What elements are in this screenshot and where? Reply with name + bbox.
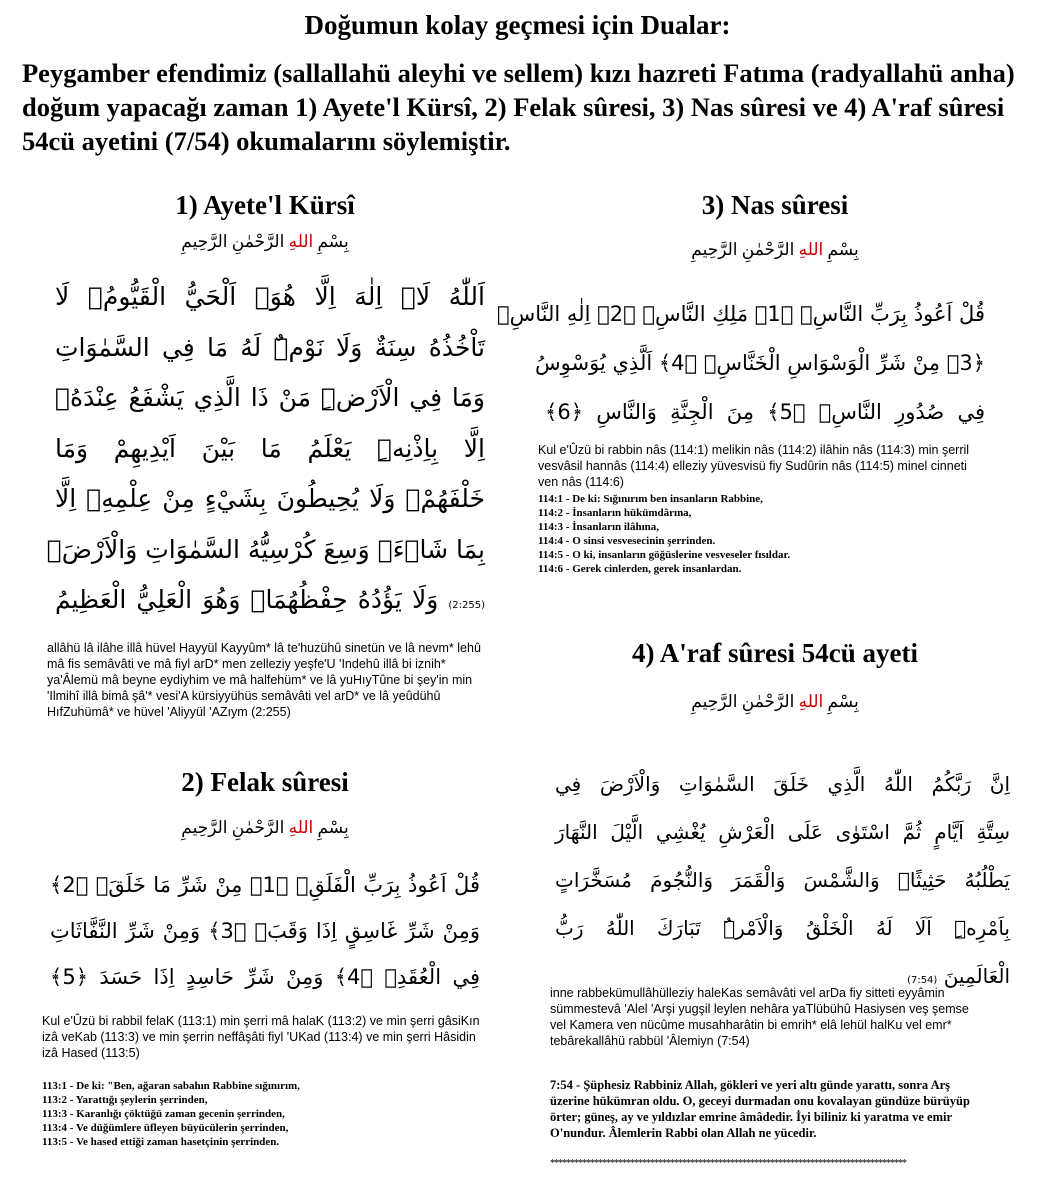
meaning-line: 114:2 - İnsanların hükümdârına,: [538, 507, 692, 519]
verse-reference: (7:54): [907, 975, 938, 986]
arabic-line: قُلْ اَعُوذُ بِرَبِّ الْفَلَقِۙ ﴿1﴾ مِنْ شَرِّ مَا خَلَقَۙ ﴿2﴾: [50, 873, 480, 897]
arabic-line: الْعَالَمِينَ (7:54): [907, 964, 1010, 988]
meaning-line: 113:1 - De ki: "Ben, ağaran sabahın Rabbine sığınırım,: [42, 1080, 300, 1092]
meaning-line: 113:4 - Ve düğümlere üfleyen büyücülerin şerrinden,: [42, 1122, 289, 1134]
section-title-felak: 2) Felak sûresi: [181, 767, 349, 797]
transliteration-nas: Kul e'Ûzü bi rabbin nâs (114:1) melikin nâs (114:2) ilâhin nâs (114:3) min şerril vesvâsil hannâs (114:4) elleziy yüvesvisü fiy Sudûrin nâs (114:5) minel cinneti ven nâs (114:6): [538, 443, 970, 489]
arabic-line: يَطْلُبُهُ حَثِيثًاۙ وَالشَّمْسَ وَالْقَمَرَ وَالنُّجُومَ مُسَخَّرَاتٍ: [555, 868, 1010, 892]
arabic-line: فِي الْعُقَدِۙ ﴿4﴾ وَمِنْ شَرِّ حَاسِدٍ اِذَا حَسَدَ ﴿5﴾: [50, 965, 480, 989]
transliteration-kursi: allâhü lâ ilâhe illâ hüvel Hayyül Kayyûm* lâ te'huzühû sinetün ve lâ nevm* lehû mâ fis semâvâti ve mâ fiyl arD* men zelleziy yeşfe'U 'Indehû illâ bi iznih* ya'Âlemü mâ beyne eydiyhim ve mâ halfehüm* ve lâ yuHıyTûne bi şey'in min 'Ilmihî illâ bimâ şâ'* vesi'A kürsiyyühüs semâvâti vel arD* ve lâ yeûdühû HıfZuhümâ* ve hüvel 'Aliyyül 'AZıym (2:255): [47, 641, 481, 719]
meaning-araf: 7:54 - Şüphesiz Rabbiniz Allah, gökleri ve yeri altı günde yarattı, sonra Arş üzerine hükümran oldu. O, geceyi durmadan onu kovalayan gündüze bürüyüp örter; güneş, ay ve yıldızlar emrine âmâdedir. İyi biliniz ki yaratma ve emir O'nundur. Âlemlerin Rabbi olan Allah ne yücedir.: [550, 1078, 970, 1140]
meanings-nas: [538, 492, 978, 576]
meaning-line: 114:6 - Gerek cinlerden, gerek insanlardan.: [538, 563, 742, 575]
verse-reference: (2:255): [448, 600, 485, 611]
meaning-line: 114:5 - O ki, insanların göğüslerine vesveseler fısıldar.: [538, 549, 791, 561]
basmala-araf: بِسْمِ اللهِ الرَّحْمٰنِ الرَّحِيمِ: [691, 692, 859, 711]
page-title: Doğumun kolay geçmesi için Dualar:: [304, 10, 731, 40]
arabic-line: بِمَا شَاۤءَۚ وَسِعَ كُرْسِيُّهُ السَّمٰوَاتِ وَالْاَرْضَۚ: [46, 534, 485, 564]
meanings-felak: [42, 1079, 482, 1149]
basmala-felak: بِسْمِ اللهِ الرَّحْمٰنِ الرَّحِيمِ: [181, 818, 349, 837]
section-title-nas: 3) Nas sûresi: [701, 190, 849, 220]
arabic-line: وَمِنْ شَرِّ غَاسِقٍ اِذَا وَقَبَۙ ﴿3﴾ وَمِنْ شَرِّ النَّفَّاثَاتِ: [50, 919, 480, 943]
highlighted-word: اللهِ: [798, 692, 824, 711]
separator-stars: *****************************************************************************************: [550, 1158, 906, 1169]
arabic-line: سِتَّةِ اَيَّامٍ ثُمَّ اسْتَوٰى عَلَى الْعَرْشِ يُغْشِي الَّيْلَ النَّهَارَ: [555, 820, 1010, 844]
arabic-line: بِاَمْرِهِۜ اَلَا لَهُ الْخَلْقُ وَالْاَمْرُۜ تَبَارَكَ اللّٰهُ رَبُّ: [555, 916, 1010, 940]
highlighted-word: اللهِ: [288, 232, 314, 251]
arabic-line: (2:255) وَلَا يَؤُدُهُ حِفْظُهُمَاۚ وَهُوَ الْعَلِيُّ الْعَظِيمُ: [55, 585, 485, 614]
arabic-text-felak: [50, 862, 480, 1000]
arabic-text-kursi: [46, 272, 485, 632]
basmala-kursi: بِسْمِ اللهِ الرَّحْمٰنِ الرَّحِيمِ: [181, 232, 349, 251]
meaning-line: 113:3 - Karanlığı çöktüğü zaman gecenin şerrinden,: [42, 1108, 285, 1120]
arabic-line: ﴿3﴾ مِنْ شَرِّ الْوَسْوَاسِ الْخَنَّاسِۙ ﴿4﴾ اَلَّذِي يُوَسْوِسُ: [535, 351, 985, 375]
meaning-line: 114:3 - İnsanların ilâhına,: [538, 521, 660, 533]
arabic-line: فِي صُدُورِ النَّاسِۙ ﴿5﴾ مِنَ الْجِنَّةِ وَالنَّاسِ ﴿6﴾: [545, 400, 985, 424]
transliteration-araf: inne rabbekümullâhülleziy haleKas semâvâti vel arDa fiy sitteti eyyâmin sümmestevâ 'Alel 'Arşi yugşil leylen nehâra yaTlübühû Hasiysen veş şemse vel Kamera ven nücûme musahharâtin bi emrih* elâ lehül halKu vel emr* tebârekallâhü rabbül 'Âlemiyn (7:54): [550, 986, 969, 1048]
basmala-nas: بِسْمِ اللهِ الرَّحْمٰنِ الرَّحِيمِ: [691, 240, 859, 259]
arabic-line: خَلْفَهُمْۚ وَلَا يُحِيطُونَ بِشَيْءٍ مِنْ عِلْمِهِۤ اِلَّا: [55, 484, 485, 513]
arabic-line: اَللّٰهُ لَاۤ اِلٰهَ اِلَّا هُوَۚ اَلْحَيُّ الْقَيُّومُۚ لَا: [55, 282, 485, 311]
transliteration-felak: Kul e'Ûzü bi rabbil felaK (113:1) min şerri mâ halaK (113:2) ve min şerri gâsiKın izâ veKab (113:3) ve min şerrin neffâşâti fiyl 'UKad (113:4) ve min şerri Hâsidin izâ Hased (113:5): [42, 1014, 480, 1060]
highlighted-word: اللهِ: [798, 240, 824, 259]
arabic-line: اِنَّ رَبَّكُمُ اللّٰهُ الَّذِي خَلَقَ السَّمٰوَاتِ وَالْاَرْضَ فِي: [555, 772, 1010, 796]
meaning-line: 114:4 - O sinsi vesvesecinin şerrinden.: [538, 535, 716, 547]
arabic-line: تَاْخُذُهُ سِنَةٌ وَلَا نَوْمٌۜ لَهُ مَا فِي السَّمٰوَاتِ: [55, 332, 485, 362]
section-title-kursi: 1) Ayete'l Kürsî: [175, 190, 355, 220]
arabic-text-nas: [497, 290, 985, 437]
arabic-line: قُلْ اَعُوذُ بِرَبِّ النَّاسِۙ ﴿1﴾ مَلِكِ النَّاسِۙ ﴿2﴾ اِلٰهِ النَّاسِۙ: [497, 302, 985, 326]
section-title-araf: 4) A'raf sûresi 54cü ayeti: [632, 638, 918, 668]
arabic-text-araf: [555, 760, 1010, 1005]
meaning-line: 114:1 - De ki: Sığınırım ben insanların Rabbine,: [538, 493, 763, 505]
highlighted-word: اللهِ: [288, 818, 314, 837]
intro-paragraph: Peygamber efendimiz (sallallahü aleyhi ve sellem) kızı hazreti Fatıma (radyallahü anha) doğum yapacağı zaman 1) Ayete'l Kürsî, 2) Felak sûresi, 3) Nas sûresi ve 4) A'raf sûresi 54cü ayetini (7/54) okumalarını söylemiştir.: [22, 58, 1015, 156]
meaning-line: 113:2 - Yarattığı şeylerin şerrinden,: [42, 1094, 208, 1106]
arabic-line: اِلَّا بِاِذْنِهِۜ يَعْلَمُ مَا بَيْنَ اَيْدِيهِمْ وَمَا: [55, 433, 485, 463]
meaning-line: 113:5 - Ve hased ettiği zaman hasetçinin şerrinden.: [42, 1136, 280, 1148]
arabic-line: وَمَا فِي الْاَرْضِۜ مَنْ ذَا الَّذِي يَشْفَعُ عِنْدَهُۤ: [55, 383, 485, 412]
